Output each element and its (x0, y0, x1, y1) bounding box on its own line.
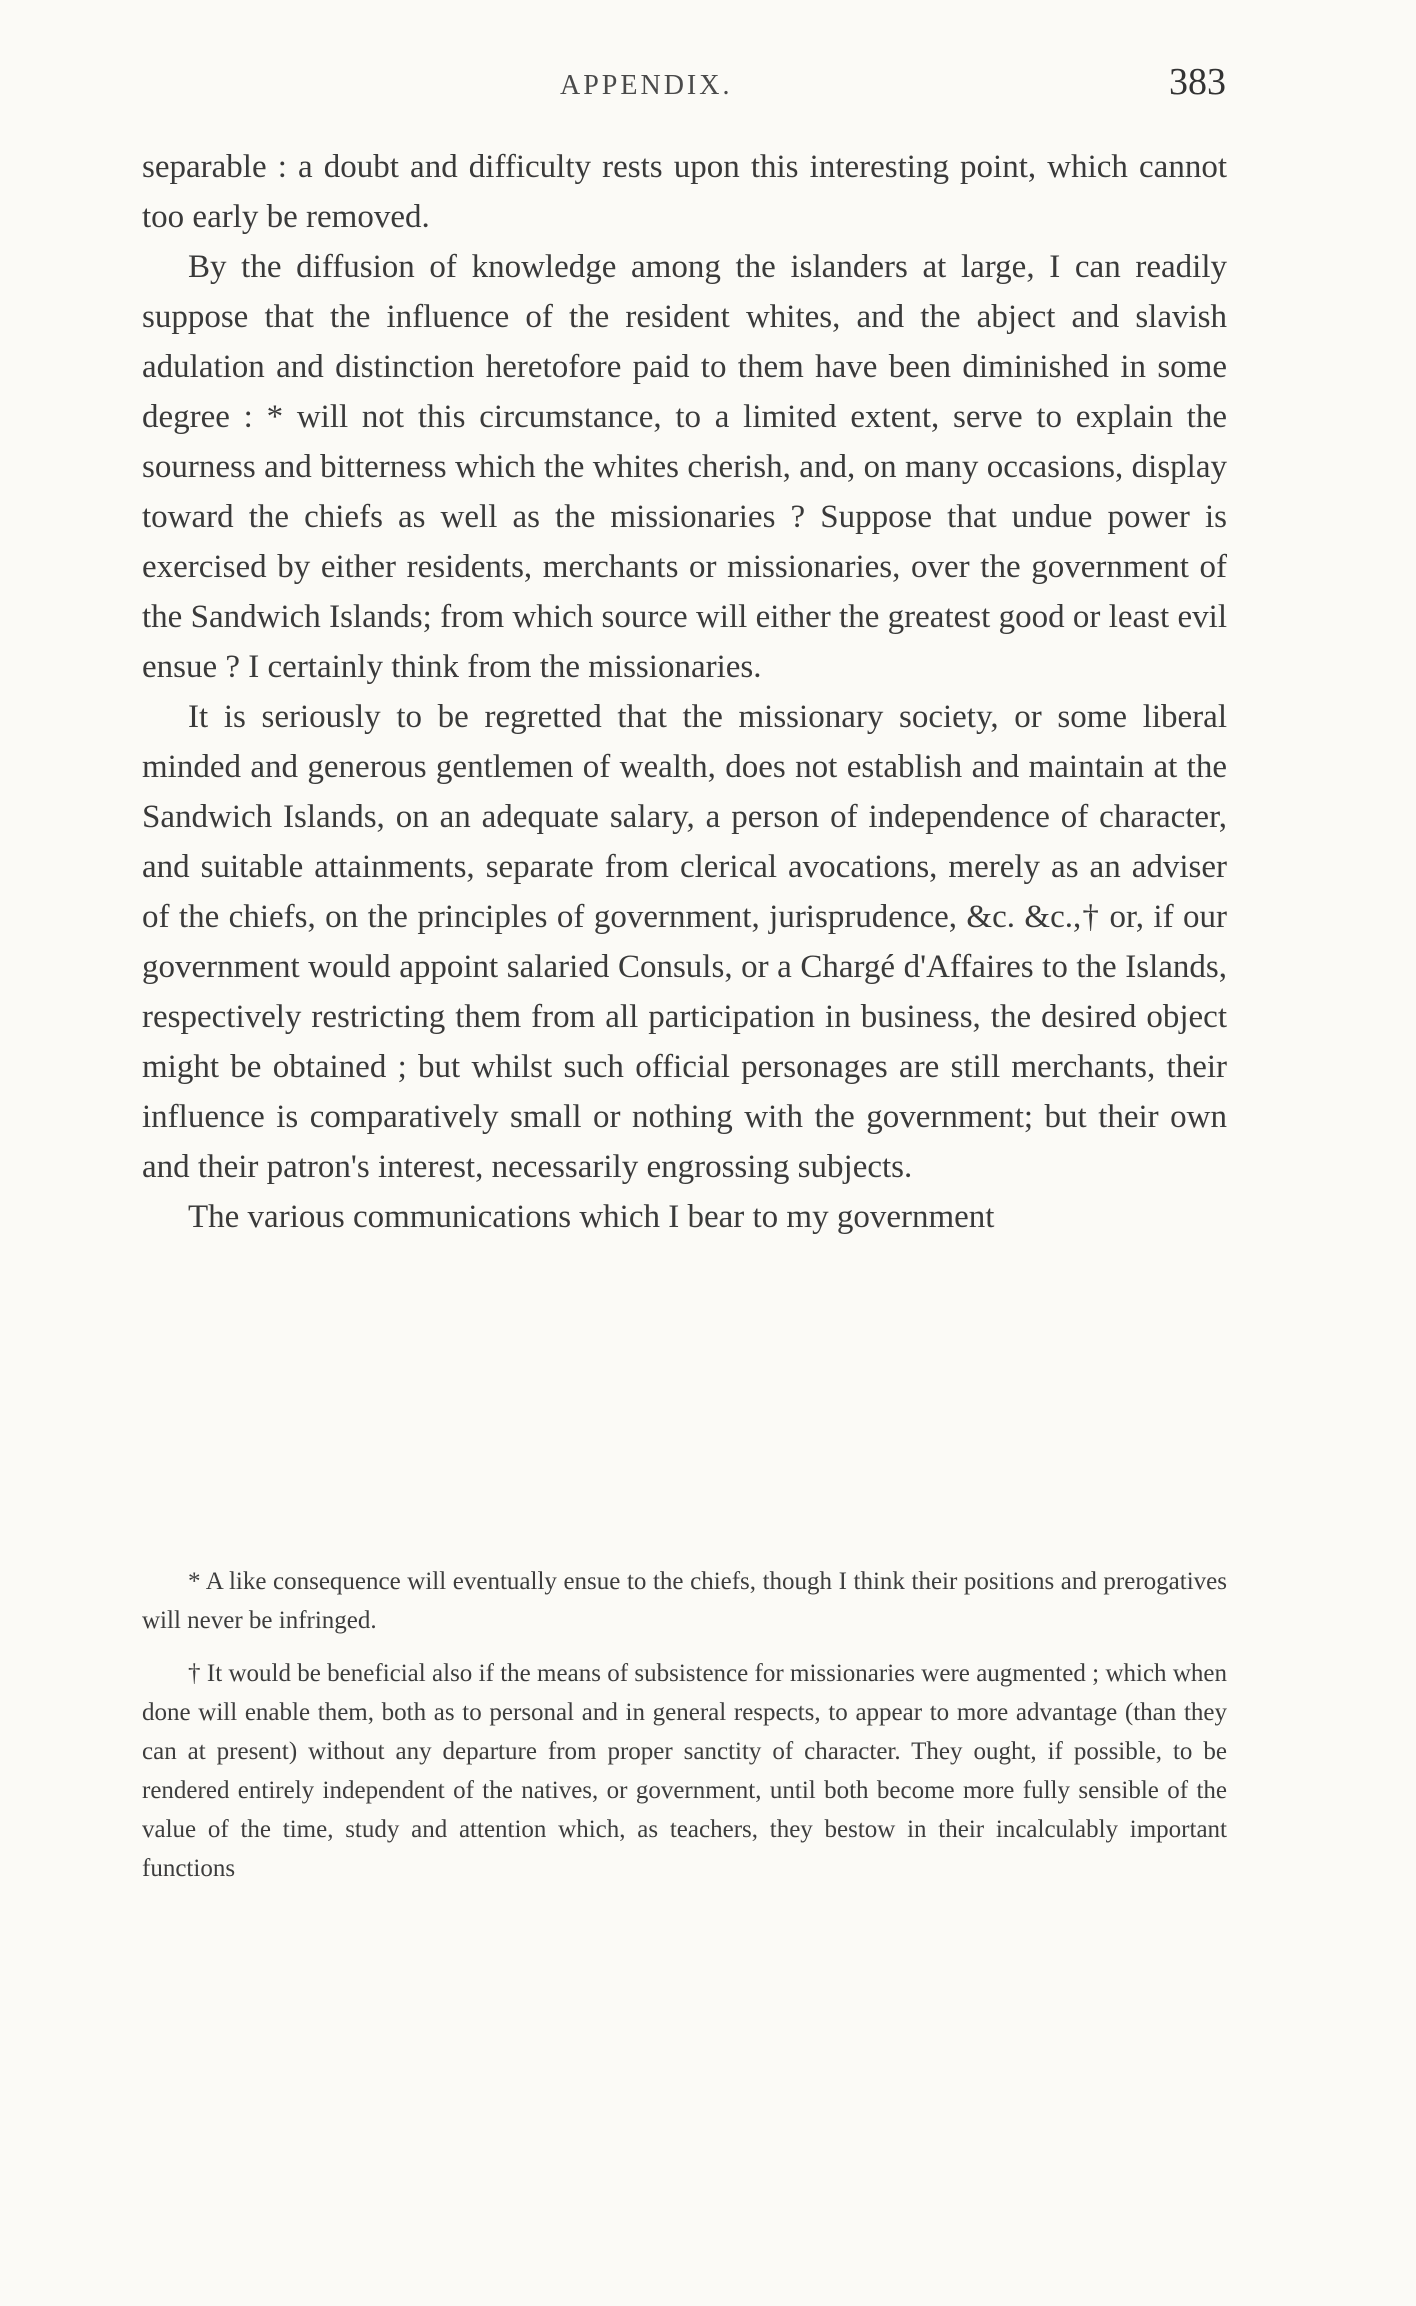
footnotes (142, 1562, 1227, 1888)
paragraph-missionary-society: It is seriously to be regretted that the missionary society, or some liberal minded and generous gentlemen of wealth, does not establish and maintain at the Sandwich Islands, on an adequate salary, a person of independence of character, and suitable attainments, separate from clerical avocations, merely as an adviser of the chiefs, on the principles of government, jurisprudence, &c. &c.,† or, if our government would appoint salaried Consuls, or a Chargé d'Affaires to the Islands, respectively restricting them from all participation in business, the desired object might be obtained ; but whilst such official personages are still merchants, their influence is comparatively small or nothing with the government; but their own and their patron's interest, necessarily engrossing subjects. (142, 699, 1227, 1185)
page-number: 383 (1169, 61, 1226, 103)
paragraph-communications: The various communications which I bear to my government (188, 1199, 995, 1235)
footnote-dagger: † It would be beneficial also if the means of subsistence for missionaries were augmented ; which when done will enable them, both as to personal and in general respects, to appear to more advantage (than they can at present) without any departure from proper sanctity of character. They ought, if possible, to be rendered entirely independent of the natives, or government, until both become more fully sensible of the value of the time, study and attention which, as teachers, they bestow in their incalculably important functions (142, 1660, 1227, 1882)
running-head: APPENDIX. (560, 70, 733, 101)
paragraph-diffusion-of-knowledge: By the diffusion of knowledge among the islanders at large, I can readily suppose that the influence of the resident whites, and the abject and slavish adulation and distinction heretofore paid to them have been diminished in some degree : * will not this circumstance, to a limited extent, serve to explain the sourness and bitterness which the whites cherish, and, on many occasions, display toward the chiefs as well as the missionaries ? Suppose that undue power is exercised by either residents, merchants or missionaries, over the government of the Sandwich Islands; from which source will either the greatest good or least evil ensue ? I certainly think from the missionaries. (142, 249, 1227, 685)
footnote-asterisk: * A like consequence will eventually ensue to the chiefs, though I think their positions and prerogatives will never be infringed. (142, 1568, 1227, 1634)
body-text (142, 142, 1227, 1242)
paragraph-continued: separable : a doubt and difficulty rests upon this interesting point, which cannot too early be removed. (142, 149, 1227, 235)
